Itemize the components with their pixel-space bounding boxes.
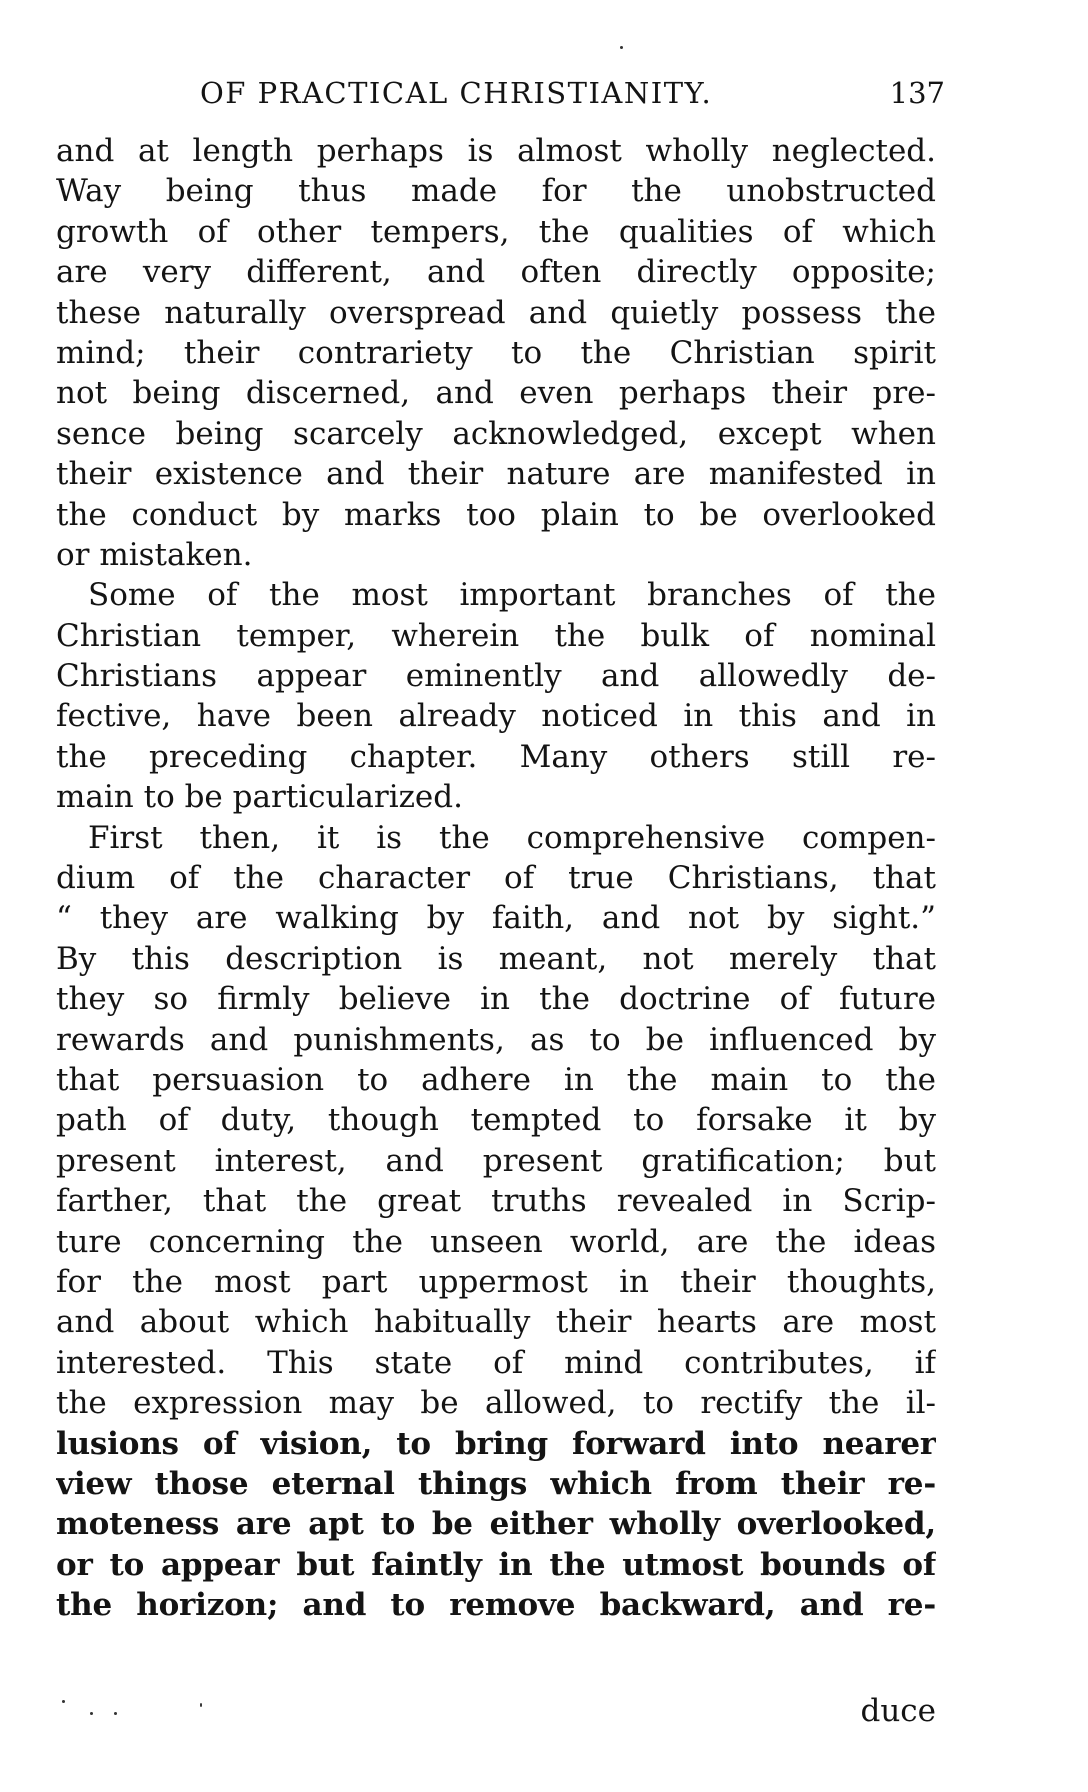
text-line: the expression may be allowed, to rectify the il-: [56, 1385, 936, 1422]
text-line: and at length perhaps is almost wholly neglected.: [56, 133, 936, 169]
text-line: that persuasion to adhere in the main to the: [56, 1061, 936, 1098]
text-line: fective, have been already noticed in this and in: [56, 698, 936, 735]
text-line: or mistaken.: [56, 536, 253, 573]
ink-speck: [90, 1712, 93, 1715]
ink-speck: [200, 1703, 202, 1707]
text-line: rewards and punishments, as to be influenced by: [56, 1021, 936, 1058]
text-line: First then, it is the comprehensive compen-: [88, 819, 936, 856]
page-header: [200, 76, 945, 116]
ink-speck: [620, 46, 623, 49]
text-line: their existence and their nature are manifested in: [56, 456, 936, 493]
running-title: OF PRACTICAL CHRISTIANITY.: [200, 76, 713, 110]
body-text: [56, 131, 936, 1625]
text-line: Christian temper, wherein the bulk of nominal: [56, 617, 936, 654]
text-line: dium of the character of true Christians, that: [56, 860, 936, 897]
text-line: Christians appear eminently and allowedly de-: [56, 658, 936, 695]
text-line: present interest, and present gratification; but: [56, 1142, 936, 1179]
text-line: the conduct by marks too plain to be overlooked: [56, 496, 936, 533]
text-line: sence being scarcely acknowledged, except when: [56, 415, 936, 452]
text-line: lusions of vision, to bring forward into nearer: [56, 1425, 936, 1462]
text-line: not being discerned, and even perhaps their pre-: [56, 375, 936, 412]
catchword: duce: [860, 1693, 936, 1729]
text-line: growth of other tempers, the qualities of which: [56, 213, 936, 250]
text-line: path of duty, though tempted to forsake it by: [56, 1102, 936, 1139]
text-line: these naturally overspread and quietly possess the: [56, 294, 936, 331]
ink-speck: [62, 1700, 65, 1703]
page-number: 137: [889, 76, 945, 110]
text-line: “ they are walking by faith, and not by sight.”: [56, 900, 936, 937]
text-line: Way being thus made for the unobstructed: [56, 173, 936, 210]
text-line: are very different, and often directly opposite;: [56, 254, 936, 291]
text-line: for the most part uppermost in their thoughts,: [56, 1263, 936, 1300]
text-line: moteness are apt to be either wholly overlooked,: [56, 1506, 936, 1543]
text-line: or to appear but faintly in the utmost bounds of: [56, 1546, 936, 1583]
text-line: ture concerning the unseen world, are the ideas: [56, 1223, 936, 1260]
ink-speck: [114, 1712, 117, 1715]
text-line: view those eternal things which from their re-: [56, 1465, 936, 1502]
text-line: the preceding chapter. Many others still re-: [56, 738, 936, 775]
text-line: Some of the most important branches of the: [88, 577, 936, 614]
text-line: they so firmly believe in the doctrine of future: [56, 981, 936, 1018]
text-line: and about which habitually their hearts are most: [56, 1304, 936, 1341]
text-line: mind; their contrariety to the Christian spirit: [56, 334, 936, 371]
text-line: main to be particularized.: [56, 779, 463, 816]
text-line: the horizon; and to remove backward, and re-: [56, 1587, 936, 1624]
text-line: farther, that the great truths revealed in Scrip-: [56, 1183, 936, 1220]
text-line: interested. This state of mind contributes, if: [56, 1344, 936, 1381]
text-line: By this description is meant, not merely that: [56, 940, 936, 977]
